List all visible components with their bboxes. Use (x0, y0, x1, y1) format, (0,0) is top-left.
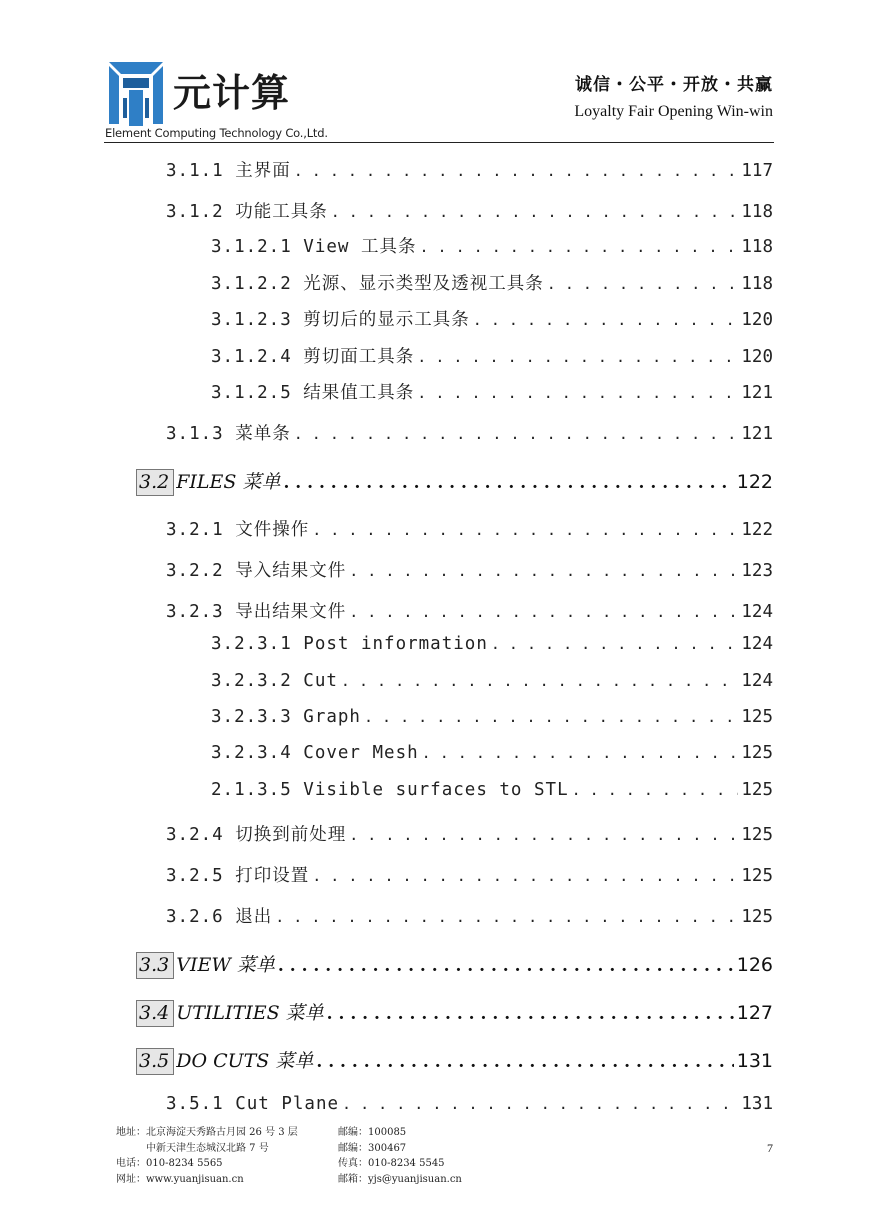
toc-dot-leader (342, 1095, 738, 1113)
toc-page-number: 125 (741, 780, 773, 800)
toc-page-number: 122 (736, 471, 773, 493)
toc-page-number: 127 (736, 1002, 773, 1024)
footer-row (116, 1156, 776, 1172)
toc-dot-leader (283, 473, 733, 493)
toc-entry[interactable] (166, 862, 773, 887)
footer-postcode-2: 邮编：300467 (338, 1142, 407, 1154)
toc-page-number: 121 (741, 383, 773, 403)
toc-entry[interactable] (166, 420, 773, 445)
toc-page-number: 123 (741, 561, 773, 581)
toc-page-number: 118 (741, 202, 773, 222)
toc-dot-leader (417, 348, 738, 366)
footer-postcode: 邮编：100085 (338, 1127, 407, 1138)
toc-dot-leader (364, 708, 738, 726)
footer-phone: 电话：010-8234 5565 (116, 1158, 223, 1169)
toc-section-number: 3.4 (136, 1000, 174, 1027)
toc-entry-title: 3.2.3.4 Cover Mesh (211, 743, 419, 763)
toc-page-number: 124 (741, 671, 773, 691)
toc-page-number: 125 (741, 825, 773, 845)
toc-entry-title: 3.1.2.4 剪切面工具条 (211, 347, 415, 367)
toc-entry[interactable] (136, 1046, 773, 1075)
toc-entry-title: FILES 菜单 (176, 471, 281, 493)
page-number: 7 (767, 1141, 773, 1155)
toc-entry[interactable] (136, 467, 773, 496)
footer-address-2: 中新天津生态城汉北路 7 号 (116, 1142, 269, 1154)
motto-english: Loyalty Fair Opening Win-win (574, 103, 773, 120)
toc-dot-leader (275, 908, 738, 926)
company-name-en: Element Computing Technology Co.,Ltd. (105, 126, 328, 140)
toc-page-number: 120 (741, 347, 773, 367)
footer-row (116, 1172, 776, 1188)
toc-page-number: 125 (741, 866, 773, 886)
toc-entry-title: 3.1.2.1 View 工具条 (211, 237, 417, 257)
toc-dot-leader (572, 781, 739, 799)
toc-entry[interactable] (166, 198, 773, 223)
logo-mark-icon (105, 58, 167, 130)
toc-entry-title: UTILITIES 菜单 (176, 1002, 324, 1024)
toc-entry-title: 3.2.3.2 Cut (211, 671, 338, 691)
toc-section-number: 3.3 (136, 952, 174, 979)
toc-entry[interactable] (166, 821, 773, 846)
toc-dot-leader (312, 521, 738, 539)
toc-dot-leader (419, 238, 738, 256)
toc-page-number: 121 (741, 424, 773, 444)
toc-entry-title: 3.1.2.3 剪切后的显示工具条 (211, 310, 470, 330)
toc-dot-leader (491, 635, 739, 653)
company-logo (105, 58, 328, 146)
toc-entry[interactable] (166, 516, 773, 541)
toc-entry-title: 3.1.2.5 结果值工具条 (211, 383, 415, 403)
footer-fax: 传真：010-8234 5545 (338, 1158, 445, 1169)
toc-entry[interactable] (166, 1094, 773, 1114)
toc-dot-leader (294, 425, 739, 443)
toc-entry-title: 3.2.6 退出 (166, 907, 273, 927)
toc-entry-title: DO CUTS 菜单 (176, 1050, 314, 1072)
toc-entry[interactable] (211, 707, 773, 727)
toc-entry-title: 3.2.2 导入结果文件 (166, 561, 347, 581)
toc-entry[interactable] (211, 634, 773, 654)
toc-page-number: 125 (741, 907, 773, 927)
toc-dot-leader (417, 384, 738, 402)
toc-page-number: 118 (741, 274, 773, 294)
toc-dot-leader (331, 203, 739, 221)
toc-entry[interactable] (211, 671, 773, 691)
toc-entry[interactable] (211, 343, 773, 368)
footer-website: 网址：www.yuanjisuan.cn (116, 1173, 244, 1185)
toc-page-number: 120 (741, 310, 773, 330)
footer-contact (116, 1125, 776, 1187)
toc-section-number: 3.5 (136, 1048, 174, 1075)
toc-entry-title: 3.1.1 主界面 (166, 161, 291, 181)
toc-entry[interactable] (166, 157, 773, 182)
toc-dot-leader (294, 162, 739, 180)
toc-page-number: 125 (741, 707, 773, 727)
toc-entry[interactable] (211, 306, 773, 331)
footer-address: 地址：北京海淀天秀路古月园 26 号 3 层 (116, 1127, 298, 1138)
toc-dot-leader (422, 744, 739, 762)
toc-entry[interactable] (166, 557, 773, 582)
toc-entry[interactable] (211, 743, 773, 763)
toc-page-number: 118 (741, 237, 773, 257)
toc-entry-title: VIEW 菜单 (176, 954, 275, 976)
toc-entry-title: 2.1.3.5 Visible surfaces to STL (211, 780, 569, 800)
toc-entry-title: 3.1.2.2 光源、显示类型及透视工具条 (211, 274, 544, 294)
toc-entry[interactable] (136, 950, 773, 979)
toc-page-number: 125 (741, 743, 773, 763)
toc-page-number: 126 (736, 954, 773, 976)
toc-page-number: 117 (741, 161, 773, 181)
toc-entry-title: 3.2.5 打印设置 (166, 866, 310, 886)
toc-entry[interactable] (136, 998, 773, 1027)
footer-email: 邮箱：yjs@yuanjisuan.cn (338, 1173, 462, 1185)
motto-chinese: 诚信・公平・开放・共赢 (575, 75, 773, 95)
toc-dot-leader (349, 826, 738, 844)
toc-section-number: 3.2 (136, 469, 174, 496)
toc-entry[interactable] (211, 780, 773, 800)
toc-entry-title: 3.1.2 功能工具条 (166, 202, 328, 222)
toc-entry-title: 3.2.3.1 Post information (211, 634, 488, 654)
toc-dot-leader (349, 562, 738, 580)
toc-entry[interactable] (166, 903, 773, 928)
toc-entry-title: 3.2.1 文件操作 (166, 520, 310, 540)
toc-dot-leader (547, 275, 739, 293)
toc-entry[interactable] (211, 379, 773, 404)
toc-entry[interactable] (166, 598, 773, 623)
toc-entry-title: 3.1.3 菜单条 (166, 424, 291, 444)
toc-entry-title: 3.2.3 导出结果文件 (166, 602, 347, 622)
toc-dot-leader (327, 1004, 734, 1024)
toc-entry-title: 3.2.3.3 Graph (211, 707, 361, 727)
toc-dot-leader (349, 603, 738, 621)
toc-entry-title: 3.5.1 Cut Plane (166, 1094, 340, 1114)
logo-title: 元计算 (173, 71, 291, 115)
toc-dot-leader (316, 1052, 733, 1072)
header-divider (104, 142, 774, 143)
footer-row (116, 1141, 776, 1157)
toc-dot-leader (278, 956, 734, 976)
footer-row (116, 1125, 776, 1141)
toc-entry[interactable] (211, 270, 773, 295)
toc-dot-leader (473, 311, 739, 329)
toc-entry[interactable] (211, 233, 773, 258)
toc-page-number: 122 (741, 520, 773, 540)
toc-page-number: 131 (741, 1094, 773, 1114)
toc-page-number: 124 (741, 634, 773, 654)
toc-page-number: 131 (736, 1050, 773, 1072)
toc-dot-leader (341, 672, 738, 690)
toc-entry-title: 3.2.4 切换到前处理 (166, 825, 347, 845)
toc-page-number: 124 (741, 602, 773, 622)
toc-dot-leader (312, 867, 738, 885)
